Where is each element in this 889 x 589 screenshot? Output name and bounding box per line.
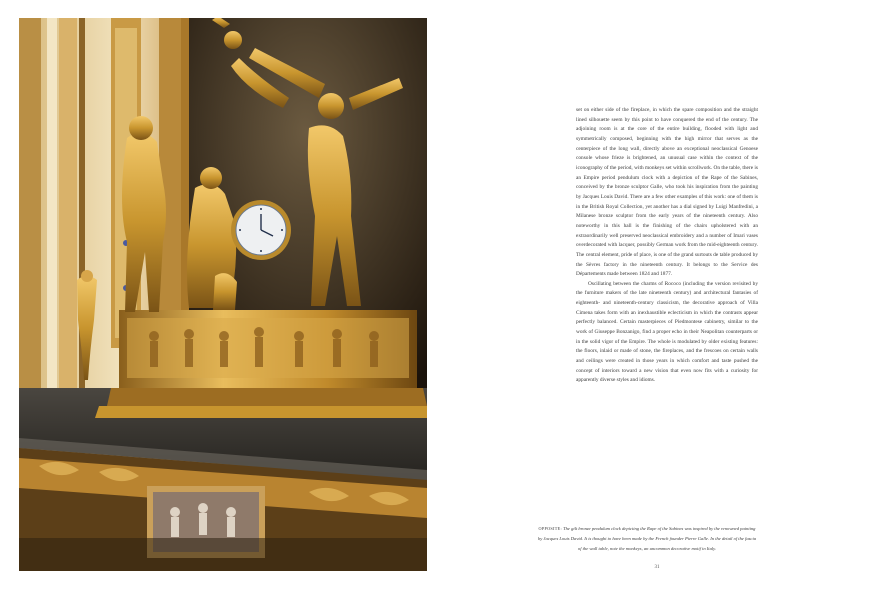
body-paragraph: set on either side of the fireplace, in which the spare composition and the straight lined silhouette seem by this point to have conquered the end of the century. The adjoining room is at the core of the entire building, flooded with light and symmetrically composed, beginning with the high mirror that serves as the centerpiece of the long wall, directly above an exceptional neoclassical Genoese console whose frieze is brightened, an unusual case within the context of the iconography of the period, with monkeys set within scrollwork. On the table, there is an Empire period pendulum clock with a depiction of the Rape of the Sabines, conceived by the bronze sculptor Galle, who took his inspiration from the painting by Jacques Louis David. There are a few other examples of this work: one of them is in the British Royal Collection, yet another has a dial signed by Luigi Manfredini, a Milanese bronze sculptor from the early years of the nineteenth century. Also noteworthy in this hall is the finishing of the chairs upholstered with an extraordinarily well preserved neoclassical embroidery and a number of Imari vases overdecorated with lacquer, possibly German work from the mid-eighteenth century. The central element, pride of place, is one of the grand surtouts de table produced by the Sèvres factory in the nineteenth century. It belongs to the Service des Départements made between 1824 and 1877.: [576, 107, 758, 278]
photograph-gilt-bronze-clock: [19, 18, 427, 571]
page-number: 31: [654, 565, 660, 570]
caption-lead: OPPOSITE:: [538, 526, 562, 531]
body-text: [576, 106, 758, 386]
body-paragraph: Oscillating between the charms of Rococo (including the version revisited by the furniture makers of the late nineteenth century) and architectural fantasies of eighteenth- and nineteenth-century classicism, the decorative approach of Villa Cimena takes form with an inexhaustible eclecticism in which the contrasts appear perfectly balanced. Certain masterpieces of Piedmontese cabinetry, similar to the work of Giuseppe Bonzanigo, find a proper echo in their Neapolitan counterparts or in the solid vigor of the Empire. The whole is modulated by older existing features: the floors, inlaid or made of stone, the fireplaces, and the frescoes on certain walls and ceilings were created in those years in which comfort and taste pushed the concept of interiors toward a new vision that even now fits with a curiosity for apparently diverse styles and idioms.: [576, 280, 758, 384]
photo-caption: [536, 524, 758, 554]
caption-text: The gilt bronze pendulum clock depicting the Rape of the Sabines was inspired by the renowned painting by Jacques Louis David. It is thought to have been made by the French founder Pierre Galle. In the detail of the fascia of the wall table, note the monkeys, an uncommon decorative motif in Italy.: [537, 526, 757, 551]
